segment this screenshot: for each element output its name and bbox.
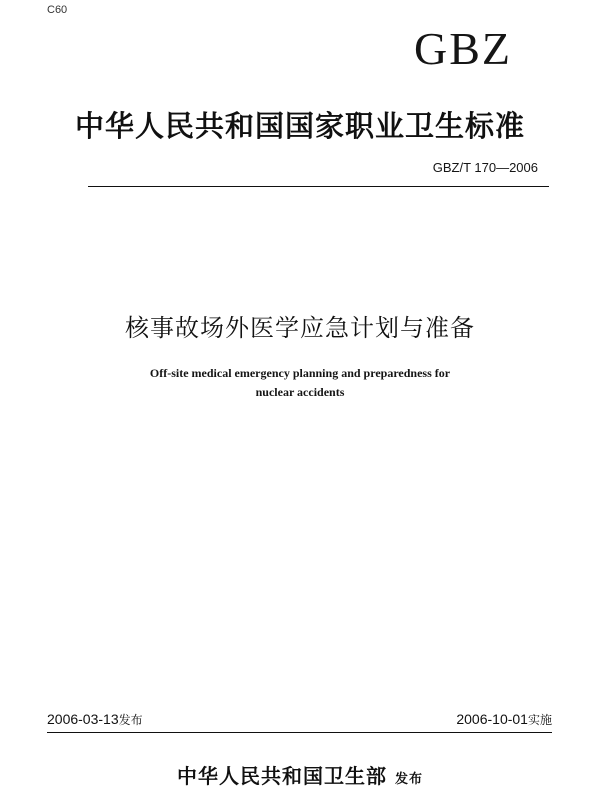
chinese-title: 核事故场外医学应急计划与准备 <box>125 314 475 342</box>
issue-date-block <box>47 711 143 728</box>
standard-number: GBZ/T 170—2006 <box>432 160 538 175</box>
english-title <box>100 364 500 402</box>
issuer-name: 中华人民共和国卫生部 <box>176 764 387 788</box>
issue-label: 发布 <box>118 713 143 727</box>
classification-code: C60 <box>47 4 68 16</box>
english-title-line-2: nuclear accidents <box>255 385 345 399</box>
english-title-line-1: Off-site medical emergency planning and preparedness for <box>149 366 451 380</box>
issuing-authority <box>0 760 600 789</box>
implementation-label: 实施 <box>527 713 552 727</box>
standard-category-title: 中华人民共和国国家职业卫生标准 <box>74 109 525 143</box>
implementation-date-block <box>456 711 552 728</box>
implementation-date: 2006-10-01 <box>456 711 528 727</box>
issue-date: 2006-03-13 <box>47 711 119 727</box>
bottom-divider <box>47 732 552 733</box>
top-divider <box>88 186 549 187</box>
issuer-suffix: 发布 <box>394 772 423 787</box>
gbz-logo: GBZ <box>414 23 512 74</box>
